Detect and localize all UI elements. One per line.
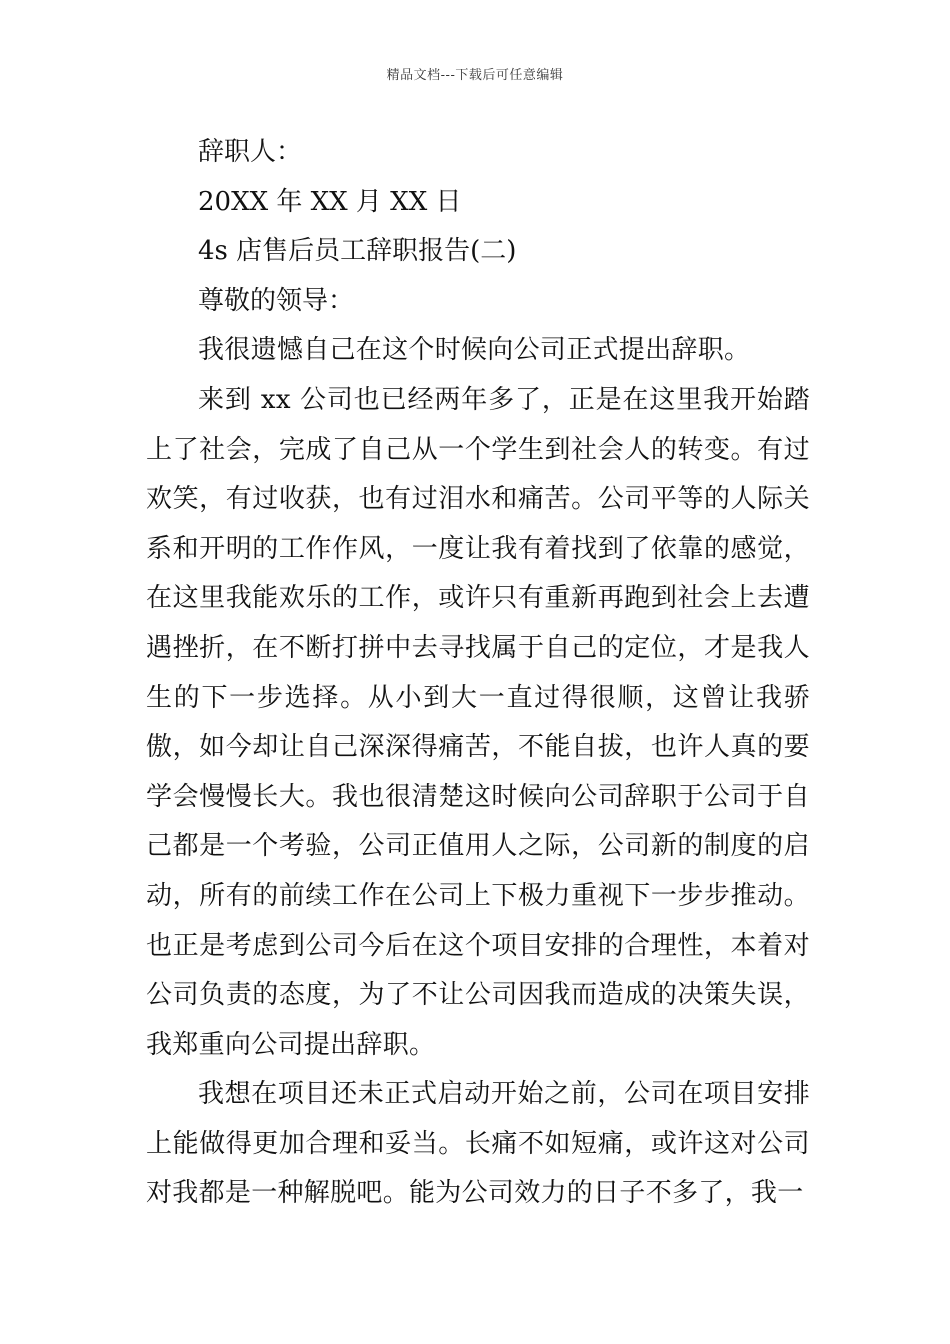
salutation: 尊敬的领导：	[198, 285, 355, 316]
document-title: 4s 店售后员工辞职报告(二)	[198, 236, 517, 267]
paragraph: 来到 xx 公司也已经两年多了，正是在这里我开始踏上了社会，完成了自己从一个学生到社会人的转变。有过欢笑，有过收获，也有过泪水和痛苦。公司平等的人际关系和开明的工作作风，一度让我有着找到了依靠的感觉，在这里我能欢乐的工作，或许只有重新再跑到社会上去遭遇挫折，在不断打拼中去寻找属于自己的定位，才是我人生的下一步选择。从小到大一直过得很顺，这曾让我骄傲，如今却让自己深深得痛苦，不能自拔，也许人真的要学会慢慢长大。我也很清楚这时候向公司辞职于公司于自己都是一个考验，公司正值用人之际，公司新的制度的启动，所有的前续工作在公司上下极力重视下一步步推动。也正是考虑到公司今后在这个项目安排的合理性，本着对公司负责的态度，为了不让公司因我而造成的决策失误，我郑重向公司提出辞职。	[146, 384, 810, 1060]
paragraph: 我很遗憾自己在这个时候向公司正式提出辞职。	[198, 335, 751, 366]
date-line: 20XX 年 XX 月 XX 日	[198, 186, 462, 217]
paragraph: 我想在项目还未正式启动开始之前，公司在项目安排上能做得更加合理和妥当。长痛不如短痛，或许这对公司对我都是一种解脱吧。能为公司效力的日子不多了，我一	[146, 1079, 810, 1209]
document-body	[146, 128, 810, 1219]
signature-label: 辞职人：	[198, 137, 303, 167]
page-header: 精品文档---下载后可任意编辑	[386, 68, 564, 83]
